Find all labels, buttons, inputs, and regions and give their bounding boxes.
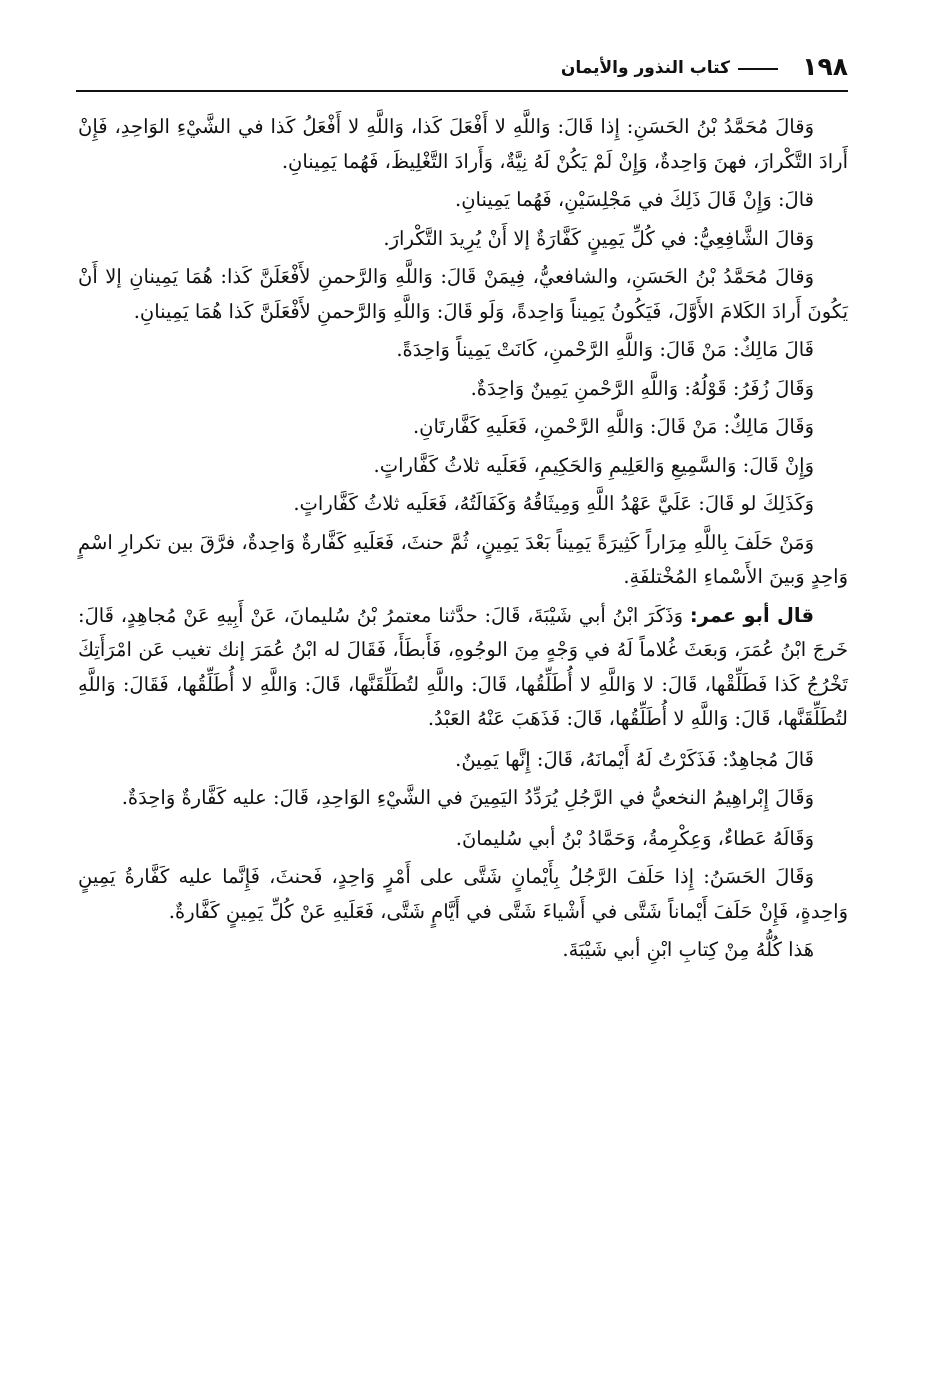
running-title: كتاب النذور والأيمان [560,58,730,78]
paragraph-2: قالَ: وَإِنْ قَالَ ذَلِكَ في مَجْلِسَيْنِ، فَهُما يَمِينانِ. [455,188,814,211]
paragraph-13: وَقَالَ إِبْراهِيمُ النخعيُّ في الرَّجُلِ يُرَدِّدُ اليَمِينَ في الشَّيْءِ الوَاحِدِ، قَالَ: عليه كَفَّارةٌ وَاحِدَةٌ. [121,786,814,809]
paragraph-9: وَكَذَلِكَ لو قَالَ: عَلَيَّ عَهْدُ اللَّهِ وَمِيثَاقُهُ وَكَفَالَتُهُ، فَعَلَيه ثلاثُ كَفَّاراتٍ. [293,492,814,515]
paragraph-15: وَقَالَ الحَسَنُ: إِذا حَلَفَ الرَّجُلُ بِأَيْمانٍ شَتَّى على أَمْرٍ وَاحِدٍ، فَحنثَ، فَإِنَّما عليه كَفَّارةُ يَمِينٍ وَاحِدةٍ، فَإِنْ حَلَفَ أَيْماناً شَتَّى في أَشْياءَ شَتَّى في أَيَّامٍ شَتَّى، فَعَلَيهِ عَنْ كُلِّ يَمِينٍ كَفَّارةٌ. [78,865,848,923]
page-header [76,52,848,88]
header-dash [738,68,778,70]
paragraph-lead: قال أبو عمر: [689,603,814,627]
paragraph-7: وَقَالَ مَالِكٌ: مَنْ قَالَ: وَاللَّهِ الرَّحْمنِ، فَعَلَيهِ كَفَّارتَانِ. [412,415,814,438]
paragraph-11: قال أبو عمر: وَذَكَرَ ابْنُ أبي شَيْبَةَ، قَالَ: حدَّثنا معتمرُ بْنُ سُليمانَ، عَنْ أَبِيهِ عَنْ مُجاهِدٍ، قَالَ: خَرجَ ابْنُ عُمَرَ، وَبعَثَ غُلاماً لَهُ في وَجْهٍ مِنَ الوجُوهِ، فَأَبطَأَ، فَقَالَ له ابْنُ عُمَرَ إنك تغيب عَن امْرَأَتِكَ تَخْرُجُ كَذا فَطَلِّقْها، قَالَ: لا وَاللَّهِ لا أُطَلِّقُها، قَالَ: واللَّهِ لتُطَلِّقَنَّها، قَالَ: وَاللَّهِ لا أُطَلِّقُها، فَقَالَ: وَاللَّهِ لتُطَلِّقَنَّها، قَالَ: وَاللَّهِ لا أُطَلِّقُها، قَالَ: فَذَهَبَ عَنْهُ العَبْدُ. [78,603,848,730]
paragraph-4: وَقالَ مُحَمَّدُ بْنُ الحَسَنِ، والشافعيُّ، فِيمَنْ قَالَ: وَاللَّهِ وَالرَّحمنِ لأَفْعَلَنَّ كَذا: هُمَا يَمِينانِ إلا أَنْ يَكُونَ أَرادَ الكَلامَ الأَوَّلَ، فَيَكُونُ يَمِيناً وَاحِدةً، وَلَو قَالَ: وَاللَّهِ وَالرَّحمنِ لأَفْعَلَنَّ كَذا هُمَا يَمِينانِ. [78,265,848,323]
header-rule [76,90,848,92]
paragraph-1: وَقالَ مُحَمَّدُ بْنُ الحَسَنِ: إِذا قَالَ: وَاللَّهِ لا أَفْعَلَ كَذا، وَاللَّهِ لا أَفْعَلُ كَذا في الشَّيْءِ الوَاحِدِ، فَإِنْ أَرادَ التَّكْرارَ، فهنَ وَاحِدةٌ، وَإِنْ لَمْ يَكُنْ لَهُ نِيَّةٌ، وَأَرادَ التَّغْلِيظَ، فَهُما يَمِينانِ. [78,115,848,173]
paragraph-16: هَذا كُلُّهُ مِنْ كِتابِ ابْنِ أبي شَيْبَةَ. [562,938,814,961]
page-body [78,110,848,972]
page-number: ١٩٨ [802,52,848,81]
paragraph-10: وَمَنْ حَلَفَ بِاللَّهِ مِرَاراً كَثِيرَةً يَمِيناً بَعْدَ يَمِينٍ، ثُمَّ حنثَ، فَعَلَيهِ كَفَّارةٌ وَاحِدةٌ، فرَّقَ بين تكرارِ اسْمٍ وَاحِدٍ وَبينَ الأَسْماءِ المُخْتلفَةِ. [78,530,848,588]
paragraph-3: وَقالَ الشَّافِعِيُّ: في كُلِّ يَمِينٍ كَفَّارَةٌ إلا أَنْ يُرِيدَ التَّكْرارَ. [383,226,814,250]
paragraph-12: قَالَ مُجاهِدٌ: فَذَكَرْتُ لَهُ أَيْمانَهُ، قَالَ: إِنَّها يَمِينٌ. [455,747,814,771]
paragraph-8: وَإِنْ قَالَ: وَالسَّمِيعِ وَالعَلِيمِ وَالحَكِيمِ، فَعَلَيه ثلاثُ كَفَّاراتٍ. [373,453,814,477]
paragraph-5: قَالَ مَالِكٌ: مَنْ قَالَ: وَاللَّهِ الرَّحْمنِ، كَانَتْ يَمِيناً وَاحِدَةً. [396,338,814,361]
paragraph-14: وَقَالَهُ عَطاءٌ، وَعِكْرِمةُ، وَحَمَّادُ بْنُ أبي سُليمانَ. [455,826,814,850]
paragraph-6: وَقَالَ زُفَرُ: قَوْلُهُ: وَاللَّهِ الرَّحْمنِ يَمِينٌ وَاحِدَةٌ. [470,376,814,400]
